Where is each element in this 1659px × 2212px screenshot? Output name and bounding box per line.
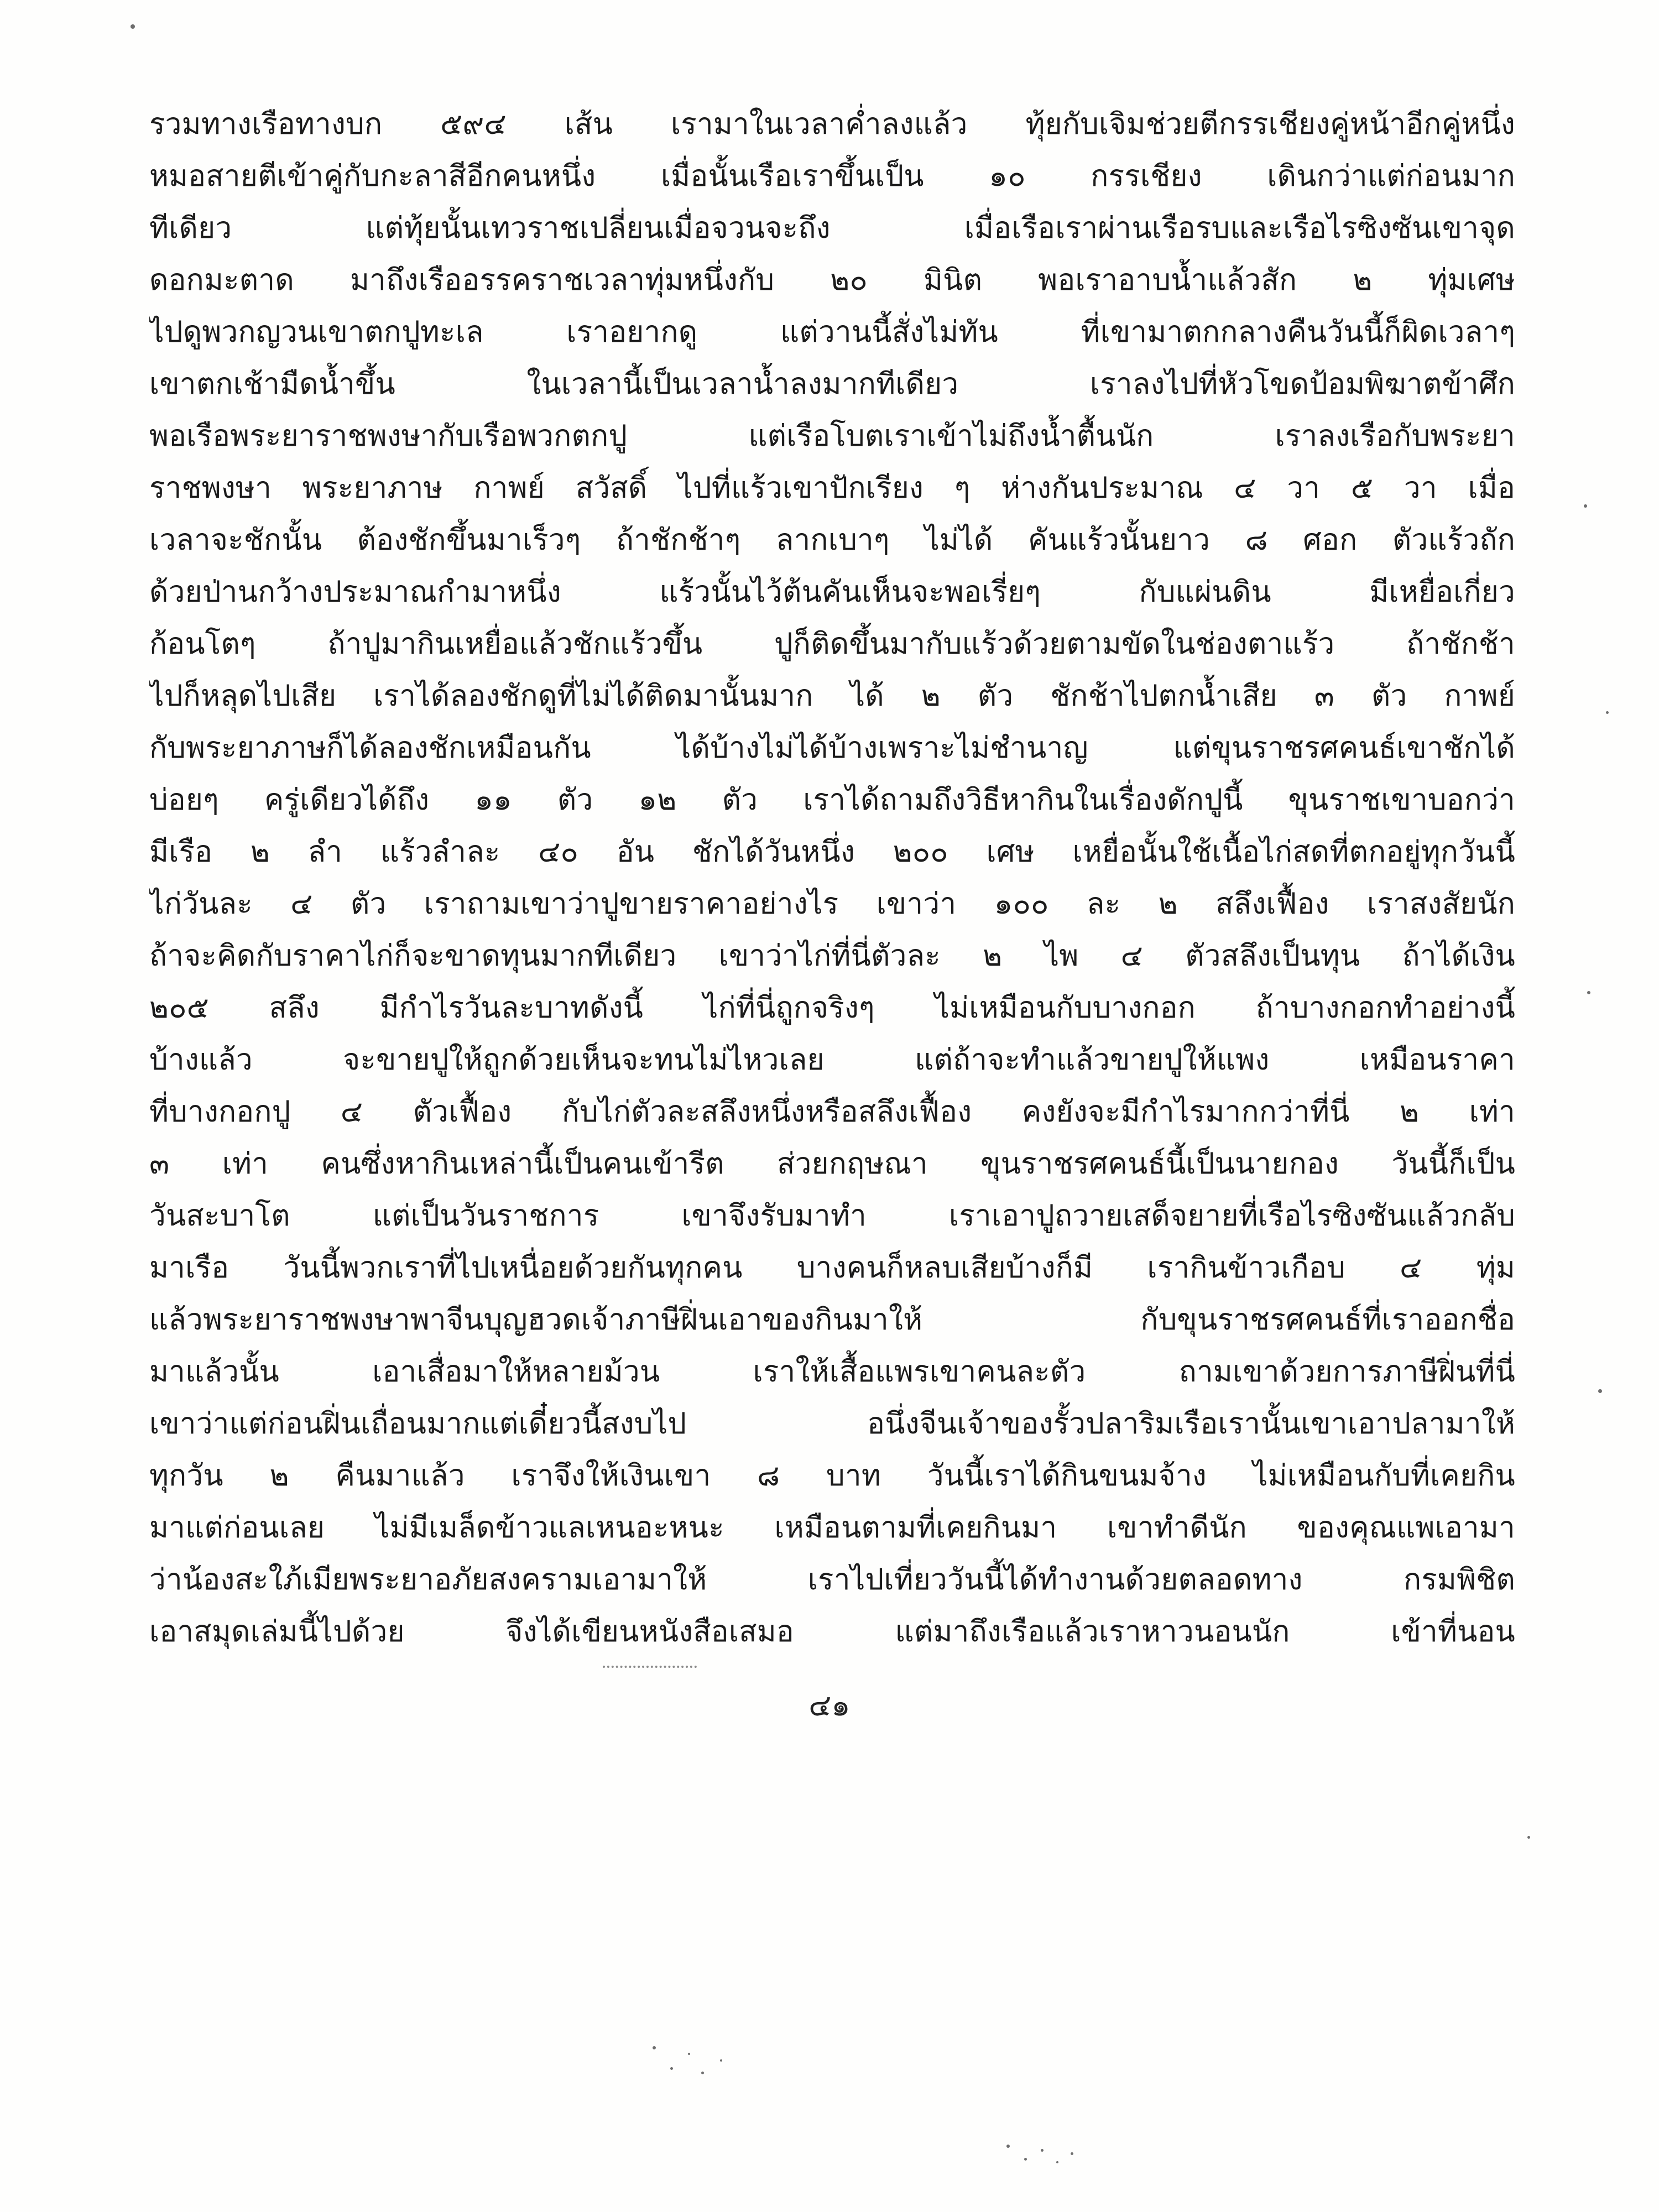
text-line: เวลาจะชักนั้น ต้องชักขึ้นมาเร็วๆ ถ้าชักช้าๆ ลากเบาๆ ไม่ได้ คันแร้วนั้นยาว ๘ ศอก ตัวแร้วถัก [149, 523, 1515, 557]
scan-speck [720, 2059, 722, 2062]
scan-speck [131, 24, 135, 29]
text-line: บ้างแล้ว จะขายปูให้ถูกด้วยเห็นจะทนไม่ไหวเลย แต่ถ้าจะทำแล้วขายปูให้แพง เหมือนราคา [149, 1043, 1515, 1077]
text-line: ๓ เท่า คนซึ่งหากินเหล่านี้เป็นคนเข้ารีต ส่วยกฤษณา ขุนราชรศคนธ์นี้เป็นนายกอง วันนี้ก็เป็น [149, 1147, 1515, 1181]
text-line: ก้อนโตๆ ถ้าปูมากินเหยื่อแล้วชักแร้วขึ้น ปูก็ติดขึ้นมากับแร้วด้วยตามขัดในช่องตาแร้ว ถ้าชักช้า [149, 627, 1515, 661]
scan-speck [1584, 504, 1587, 508]
text-line: ไปก็หลุดไปเสีย เราได้ลองชักดูที่ไม่ได้ติดมานั้นมาก ได้ ๒ ตัว ชักช้าไปตกน้ำเสีย ๓ ตัว กาพย์ [149, 679, 1515, 713]
text-line: ดอกมะตาด มาถึงเรืออรรคราชเวลาทุ่มหนึ่งกับ ๒๐ มินิต พอเราอาบน้ำแล้วสัก ๒ ทุ่มเศษ [149, 263, 1515, 297]
text-line: ราชพงษา พระยาภาษ กาพย์ สวัสดิ์ ไปที่แร้วเขาปักเรียง ๆ ห่างกันประมาณ ๔ วา ๕ วา เมื่อ [149, 471, 1515, 505]
text-line: รวมทางเรือทางบก ๕๙๔ เส้น เรามาในเวลาค่ำลงแล้ว ทุ้ยกับเจิมช่วยตีกรรเชียงคู่หน้าอีกคู่หนึ่ง [149, 107, 1515, 141]
scan-speck [1587, 991, 1590, 994]
text-line: แล้วพระยาราชพงษาพาจีนบุญฮวดเจ้าภาษีฝิ่นเอาของกินมาให้ กับขุนราชรศคนธ์ที่เราออกชื่อ [149, 1303, 1515, 1337]
text-line: ว่าน้องสะใภ้เมียพระยาอภัยสงครามเอามาให้ เราไปเที่ยววันนี้ได้ทำงานด้วยตลอดทาง กรมพิชิต [149, 1563, 1515, 1597]
text-line: มาเรือ วันนี้พวกเราที่ไปเหนื่อยด้วยกันทุกคน บางคนก็หลบเสียบ้างก็มี เรากินข้าวเกือบ ๔ ทุ่ม [149, 1251, 1515, 1285]
scan-speck [670, 2067, 673, 2070]
scan-speck [653, 2046, 656, 2049]
text-line: ที่บางกอกปู ๔ ตัวเฟื้อง กับไก่ตัวละสลึงหนึ่งหรือสลึงเฟื้อง คงยังจะมีกำไรมากกว่าที่นี่ ๒ เท่า [149, 1095, 1515, 1129]
text-line: กับพระยาภาษก็ได้ลองชักเหมือนกัน ได้บ้างไม่ได้บ้างเพราะไม่ชำนาญ แต่ขุนราชรศคนธ์เขาชักได้ [149, 731, 1515, 765]
scan-speck [1056, 2161, 1058, 2163]
text-line: พอเรือพระยาราชพงษากับเรือพวกตกปู แต่เรือโบตเราเข้าไม่ถึงน้ำตื้นนัก เราลงเรือกับพระยา [149, 419, 1515, 453]
text-line: ถ้าจะคิดกับราคาไก่ก็จะขาดทุนมากทีเดียว เขาว่าไก่ที่นี่ตัวละ ๒ ไพ ๔ ตัวสลึงเป็นทุน ถ้าได้เงิน [149, 939, 1515, 973]
page-number: ๔๑ [808, 1688, 851, 1723]
scan-speck [1006, 2145, 1010, 2148]
text-line: บ่อยๆ ครู่เดียวได้ถึง ๑๑ ตัว ๑๒ ตัว เราได้ถามถึงวิธีหากินในเรื่องดักปูนี้ ขุนราชเขาบอกว่า [149, 783, 1515, 817]
scan-speck [1071, 2152, 1073, 2155]
text-line: เขาตกเช้ามืดน้ำขึ้น ในเวลานี้เป็นเวลาน้ำลงมากทีเดียว เราลงไปที่หัวโขดป้อมพิฆาตข้าศึก [149, 367, 1515, 401]
text-line: วันสะบาโต แต่เป็นวันราชการ เขาจึงรับมาทำ เราเอาปูถวายเสด็จยายที่เรือไรซิงซันแล้วกลับ [149, 1199, 1515, 1233]
text-line: ทีเดียว แต่ทุ้ยนั้นเทวราชเปลี่ยนเมื่อจวนจะถึง เมื่อเรือเราผ่านเรือรบและเรือไรซิงซันเขาจุด [149, 211, 1515, 245]
text-line: ๒๐๕ สลึง มีกำไรวันละบาทดังนี้ ไก่ที่นี่ถูกจริงๆ ไม่เหมือนกับบางกอก ถ้าบางกอกทำอย่างนี้ [149, 991, 1515, 1025]
scan-speck [1041, 2149, 1044, 2152]
scan-speck [1598, 1389, 1602, 1393]
text-line: เขาว่าแต่ก่อนฝิ่นเถื่อนมากแต่เดี๋ยวนี้สงบไป อนึ่งจีนเจ้าของรั้วปลาริมเรือเรานั้นเขาเอาปลามาให้ [149, 1407, 1515, 1441]
text-line: ด้วยป่านกว้างประมาณกำมาหนึ่ง แร้วนั้นไว้ต้นคันเห็นจะพอเรี่ยๆ กับแผ่นดิน มีเหยื่อเกี่ยว [149, 575, 1515, 609]
text-line: ทุกวัน ๒ คืนมาแล้ว เราจึงให้เงินเขา ๘ บาท วันนี้เราได้กินขนมจ้าง ไม่เหมือนกับที่เคยกิน [149, 1459, 1515, 1493]
scan-speck [1606, 711, 1609, 714]
text-line: หมอสายตีเข้าคู่กับกะลาสีอีกคนหนึ่ง เมื่อนั้นเรือเราขึ้นเป็น ๑๐ กรรเชียง เดินกว่าแต่ก่อนมาก [149, 159, 1515, 193]
scan-speck [688, 2053, 690, 2055]
text-line: มาแต่ก่อนเลย ไม่มีเมล็ดข้าวแลเหนอะหนะ เหมือนตามที่เคยกินมา เขาทำดีนัก ของคุณแพเอามา [149, 1511, 1515, 1545]
scan-speck [1527, 1836, 1530, 1839]
text-line: ไปดูพวกญวนเขาตกปูทะเล เราอยากดู แต่วานนี้สั่งไม่ทัน ที่เขามาตกกลางคืนวันนี้ก็ผิดเวลาๆ [149, 315, 1515, 349]
scan-speck [1024, 2158, 1027, 2161]
scan-speck [701, 2072, 704, 2074]
pencil-dots [603, 1666, 697, 1668]
text-line: มีเรือ ๒ ลำ แร้วลำละ ๔๐ อัน ชักได้วันหนึ่ง ๒๐๐ เศษ เหยื่อนั้นใช้เนื้อไก่สดที่ตกอยู่ทุกวันนี้ [149, 835, 1515, 869]
body-text [149, 98, 1515, 1658]
text-line: ไก่วันละ ๔ ตัว เราถามเขาว่าปูขายราคาอย่างไร เขาว่า ๑๐๐ ละ ๒ สลึงเฟื้อง เราสงสัยนัก [149, 887, 1515, 921]
text-line: เอาสมุดเล่มนี้ไปด้วย จึงได้เขียนหนังสือเสมอ แต่มาถึงเรือแล้วเราหาวนอนนัก เข้าที่นอน [149, 1615, 1515, 1648]
text-line: มาแล้วนั้น เอาเสื่อมาให้หลายม้วน เราให้เสื้อแพรเขาคนละตัว ถามเขาด้วยการภาษีฝิ่นที่นี่ [149, 1355, 1515, 1389]
